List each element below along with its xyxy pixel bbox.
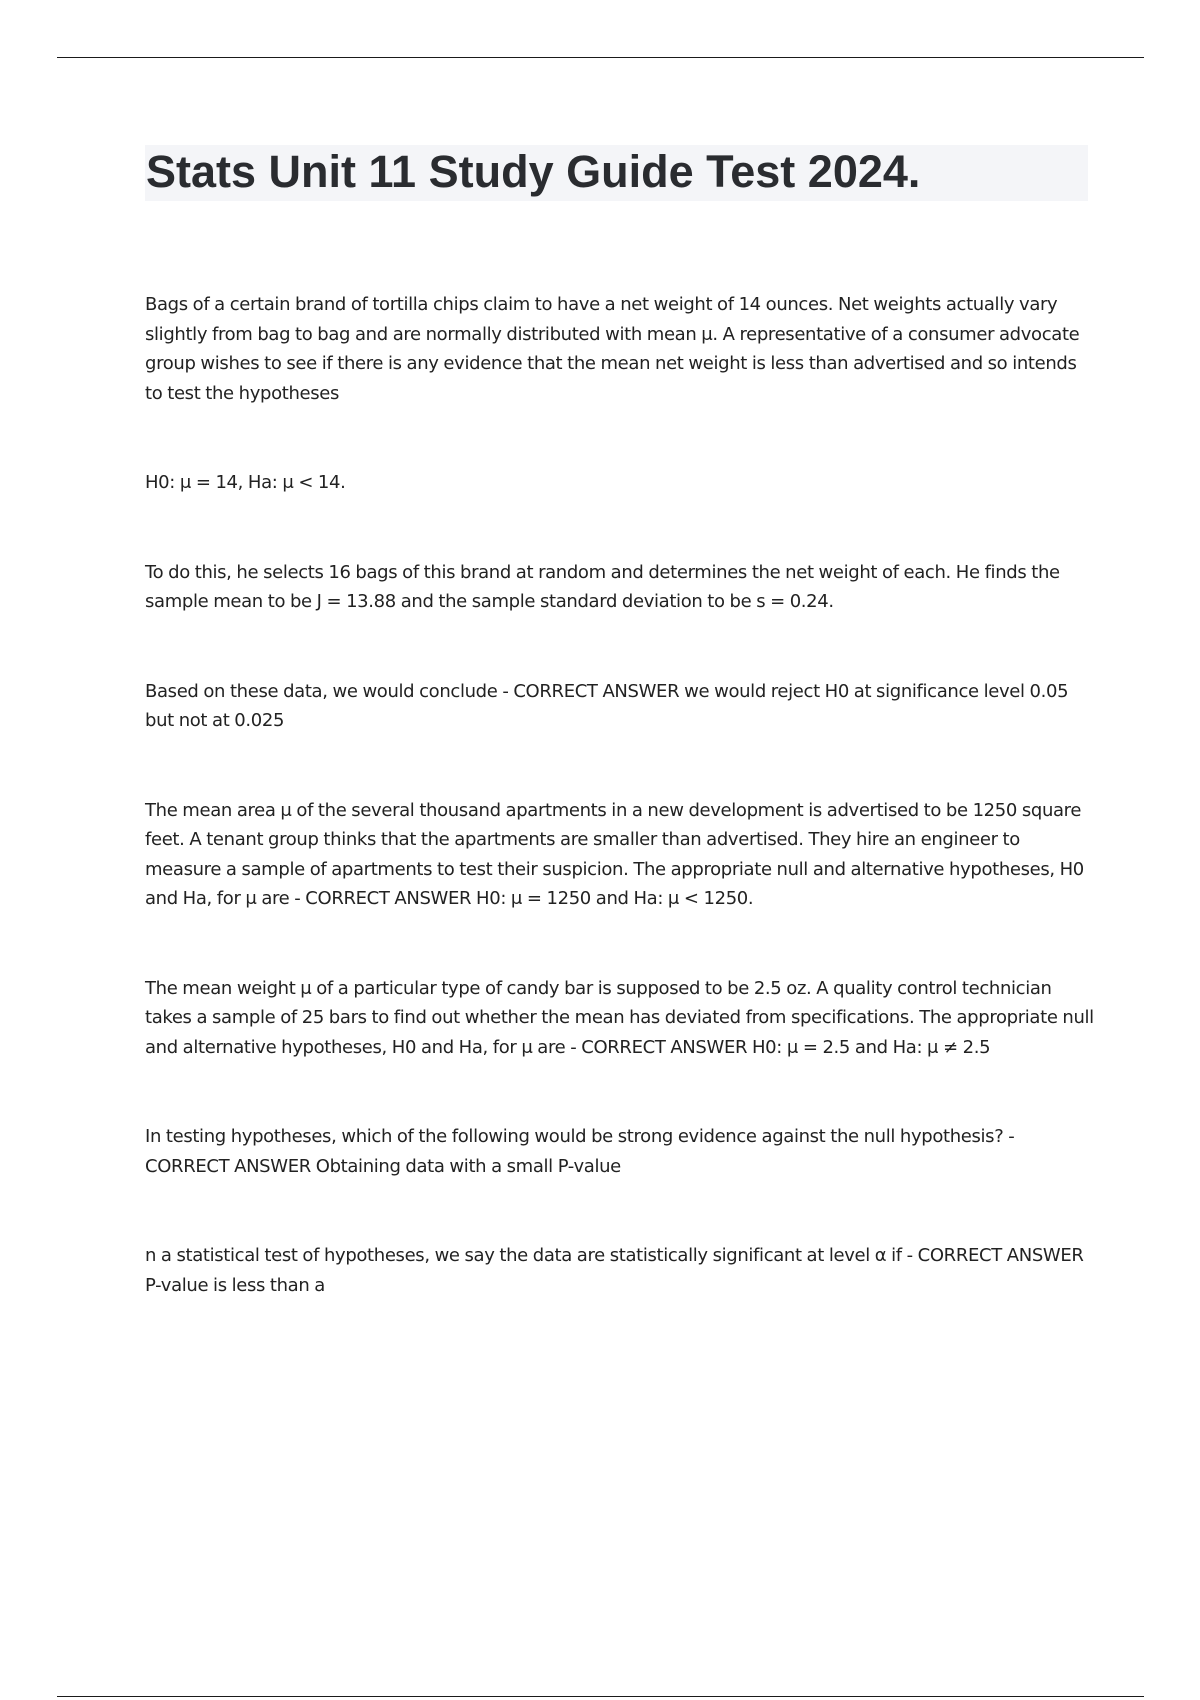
page-title: Stats Unit 11 Study Guide Test 2024. [146, 146, 921, 197]
paragraph-significance: n a statistical test of hypotheses, we say the data are statistically significant at level α if - CORRECT ANSWER P-value is less than a [145, 1245, 1084, 1296]
paragraph-candy-bar: The mean weight μ of a particular type of candy bar is supposed to be 2.5 oz. A quality control technician takes a sample of 25 bars to find out whether the mean has deviated from specifications. The appropriate null and alternative hypotheses, H0 and Ha, for μ are - CORRECT ANSWER H0: μ = 2.5 and Ha: μ ≠ 2.5 [145, 977, 1094, 1058]
top-divider [57, 57, 1144, 58]
bottom-divider [57, 1696, 1144, 1697]
paragraph-hypotheses: H0: μ = 14, Ha: μ < 14. [145, 472, 346, 493]
paragraph-tortilla-intro: Bags of a certain brand of tortilla chips claim to have a net weight of 14 ounces. Net weights actually vary slightly from bag to bag and are normally distributed with mean μ. A representative of a consumer advocate group wishes to see if there is any evidence that the mean net weight is less than advertised and so intends to test the hypotheses [145, 294, 1080, 404]
paragraph-sample: To do this, he selects 16 bags of this brand at random and determines the net weight of each. He finds the sample mean to be J = 13.88 and the sample standard deviation to be s = 0.24. [145, 561, 1060, 612]
paragraph-conclusion: Based on these data, we would conclude - CORRECT ANSWER we would reject H0 at significance level 0.05 but not at 0.025 [145, 680, 1069, 731]
paragraph-apartments: The mean area μ of the several thousand apartments in a new development is advertised to be 1250 square feet. A tenant group thinks that the apartments are smaller than advertised. They hire an engineer to measure a sample of apartments to test their suspicion. The appropriate null and alternative hypotheses, H0 and Ha, for μ are - CORRECT ANSWER H0: μ = 1250 and Ha: μ < 1250. [145, 799, 1084, 909]
paragraph-strong-evidence: In testing hypotheses, which of the following would be strong evidence against the null hypothesis? - CORRECT ANSWER Obtaining data with a small P-value [145, 1126, 1015, 1177]
document-body [145, 290, 1095, 1300]
